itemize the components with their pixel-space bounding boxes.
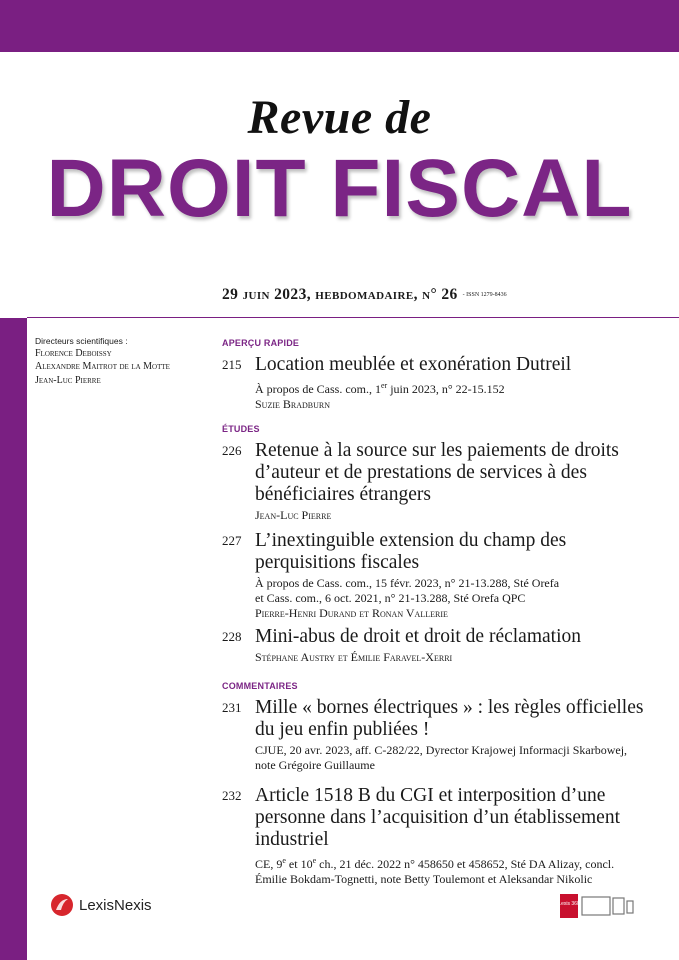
entry-number: 227 (222, 533, 242, 548)
toc-entry[interactable] (222, 626, 652, 665)
entry-reference: CJUE, 20 avr. 2023, aff. C-282/22, Dyrector Krajowej Informacji Skarbowej, (255, 743, 628, 757)
entry-author: Suzie Bradburn (255, 397, 331, 411)
director-name: Jean-Luc Pierre (35, 374, 101, 386)
entry-title[interactable]: L’inextinguible extension du champ des perquisitions fiscales (255, 530, 567, 573)
issn: - ISSN 1279-8436 (462, 292, 507, 299)
entry-number: 232 (222, 788, 242, 803)
publisher-name: LexisNexis (79, 896, 152, 914)
masthead-revue: Revue de (247, 91, 432, 144)
entry-reference: À propos de Cass. com., 1er juin 2023, n° 22-15.152 (255, 381, 505, 396)
entry-author: Jean-Luc Pierre (255, 508, 332, 522)
device-badge-icon (560, 894, 638, 918)
toc-entry[interactable] (222, 354, 652, 412)
entry-number: 215 (222, 357, 242, 372)
entry-number: 228 (222, 629, 242, 644)
entry-title[interactable]: Retenue à la source sur les paiements de droits d’auteur et de prestations de services à des bénéficiaires étrangers (255, 440, 619, 505)
toc-entry[interactable] (222, 697, 652, 773)
issue-date: 29 juin 2023, hebdomadaire, n° 26 (222, 286, 458, 303)
toc-entry[interactable] (222, 440, 652, 523)
lexis-360-badge (560, 894, 638, 918)
section-commentaires: COMMENTAIRES (222, 681, 298, 691)
entry-number: 226 (222, 443, 242, 458)
section-etudes: ÉTUDES (222, 424, 260, 434)
directors-block (35, 336, 215, 387)
director-name: Alexandre Maitrot de la Motte (35, 361, 170, 373)
header-rule (27, 317, 679, 318)
badge-label: Lexis 360 (560, 901, 580, 907)
top-color-band (0, 0, 679, 52)
entry-number: 231 (222, 700, 242, 715)
entry-title[interactable]: Location meublée et exonération Dutreil (255, 354, 572, 375)
toc-entry[interactable] (222, 785, 652, 887)
entry-reference: CE, 9e et 10e ch., 21 déc. 2022 n° 458650 et 458652, Sté DA Alizay, concl. (255, 856, 615, 871)
entry-title[interactable]: Mini-abus de droit et droit de réclamation (255, 626, 581, 647)
director-name: Florence Deboissy (35, 348, 112, 360)
masthead-title: DROIT FISCAL (46, 143, 633, 234)
entry-title[interactable]: Mille « bornes électriques » : les règles officielles du jeu enfin publiées ! (255, 697, 644, 740)
entry-author: Stéphane Austry et Émilie Faravel-Xerri (255, 650, 453, 664)
entry-author: Pierre-Henri Durand et Ronan Vallerie (255, 606, 448, 620)
issue-line (222, 286, 507, 304)
entry-note: Émilie Bokdam-Tognetti, note Betty Toulemont et Aleksandar Nikolic (255, 872, 593, 886)
toc-entry[interactable] (222, 530, 652, 621)
entry-title[interactable]: Article 1518 B du CGI et interposition d’une personne dans l’acquisition d’un établissement industriel (255, 785, 620, 850)
lexisnexis-emblem-icon (50, 893, 74, 917)
directors-label: Directeurs scientifiques : (35, 336, 128, 346)
lexisnexis-logo (50, 893, 152, 917)
entry-note: note Grégoire Guillaume (255, 758, 375, 772)
entry-reference: et Cass. com., 6 oct. 2021, n° 21-13.288, Sté Orefa QPC (255, 591, 526, 605)
section-apercu-rapide: APERÇU RAPIDE (222, 338, 300, 348)
entry-reference: À propos de Cass. com., 15 févr. 2023, n° 21-13.288, Sté Orefa (255, 576, 560, 590)
side-color-band (0, 318, 27, 960)
